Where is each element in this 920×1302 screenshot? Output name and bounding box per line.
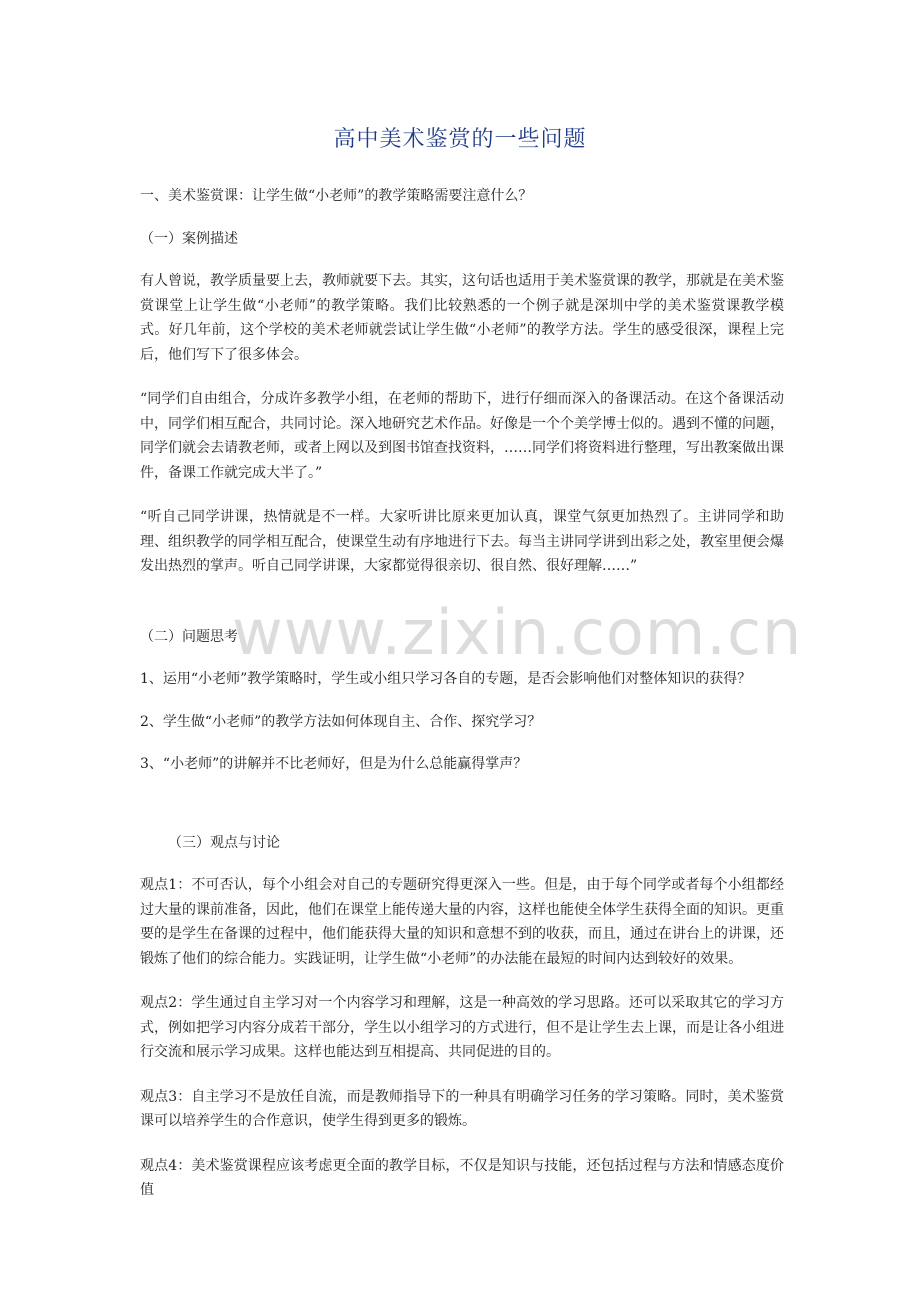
question-heading: （二）问题思考 bbox=[140, 628, 238, 645]
document-title: 高中美术鉴赏的一些问题 bbox=[333, 127, 587, 152]
case-heading: （一）案例描述 bbox=[140, 230, 238, 247]
case-quote-2: “听自己同学讲课，热情就是不一样。大家听讲比原来更加认真，课堂气氛更加热烈了。主讲同学和助理、组织教学的同学相互配合，使课堂生动有序地进行下去。每当主讲同学讲到出彩之处，教室里便会爆发出热烈的掌声。听自己同学讲课，大家都觉得很亲切、很自然、很好理解……” bbox=[140, 509, 784, 574]
viewpoint-3: 观点3：自主学习不是放任自流，而是教师指导下的一种具有明确学习任务的学习策略。同时，美术鉴赏课可以培养学生的合作意识，使学生得到更多的锻炼。 bbox=[140, 1088, 784, 1129]
discussion-heading: （三）观点与讨论 bbox=[168, 834, 280, 851]
question-item-1: 1、运用“小老师”教学策略时，学生或小组只学习各自的专题，是否会影响他们对整体知识的获得？ bbox=[140, 671, 752, 687]
case-quote-1: “同学们自由组合，分成许多教学小组，在老师的帮助下，进行仔细而深入的备课活动。在这个备课活动中，同学们相互配合，共同讨论。深入地研究艺术作品。好像是一个个美学博士似的。遇到不懂的问题，同学们就会去请教老师，或者上网以及到图书馆查找资料，……同学们将资料进行整理，写出教案做出课件，备课工作就完成大半了。” bbox=[140, 391, 784, 481]
document-body bbox=[140, 184, 784, 1203]
section-heading: 一、美术鉴赏课：让学生做“小老师”的教学策略需要注意什么？ bbox=[140, 188, 533, 204]
case-paragraph: 有人曾说，教学质量要上去，教师就要下去。其实，这句话也适用于美术鉴赏课的教学，那就是在美术鉴赏课堂上让学生做“小老师”的教学策略。我们比较熟悉的一个例子就是深圳中学的美术鉴赏课教学模式。好几年前，这个学校的美术老师就尝试让学生做“小老师”的教学方法。学生的感受很深，课程上完后，他们写下了很多体会。 bbox=[140, 273, 784, 363]
viewpoint-1: 观点1：不可否认，每个小组会对自己的专题研究得更深入一些。但是，由于每个同学或者每个小组都经过大量的课前准备，因此，他们在课堂上能传递大量的内容，这样也能使全体学生获得全面的知识。更重要的是学生在备课的过程中，他们能获得大量的知识和意想不到的收获，而且，通过在讲台上的讲课，还锻炼了他们的综合能力。实践证明，让学生做“小老师”的办法能在最短的时间内达到较好的效果。 bbox=[140, 877, 784, 967]
question-item-3: 3、“小老师”的讲解并不比老师好，但是为什么总能赢得掌声？ bbox=[140, 756, 528, 772]
viewpoint-4: 观点4：美术鉴赏课程应该考虑更全面的教学目标，不仅是知识与技能，还包括过程与方法和情感态度价值 bbox=[140, 1157, 784, 1198]
question-item-2: 2、学生做“小老师”的教学方法如何体现自主、合作、探究学习？ bbox=[140, 713, 542, 730]
viewpoint-2: 观点2：学生通过自主学习对一个内容学习和理解，这是一种高效的学习思路。还可以采取其它的学习方式，例如把学习内容分成若干部分，学生以小组学习的方式进行，但不是让学生去上课，而是让各小组进行交流和展示学习成果。这样也能达到互相提高、共同促进的目的。 bbox=[140, 995, 784, 1060]
watermark-text: www.zixin.com.cn bbox=[232, 596, 803, 669]
